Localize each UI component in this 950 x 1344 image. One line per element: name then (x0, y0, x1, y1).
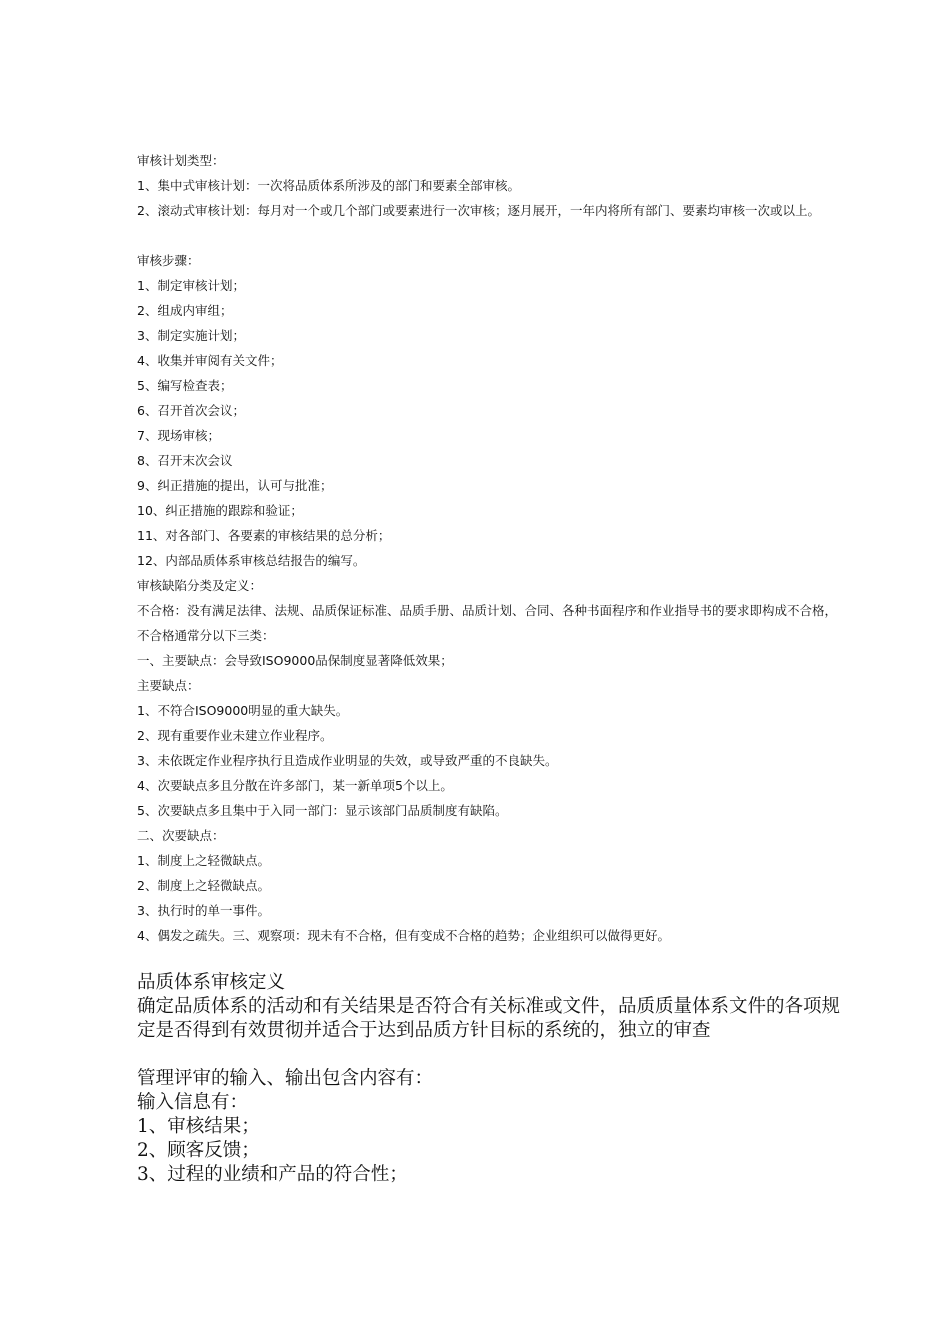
major-defect-heading: 主要缺点： (137, 678, 200, 693)
minor-defect-item: 4、偶发之疏失。三、观察项：现未有不合格，但有变成不合格的趋势；企业组织可以做得更好。 (137, 928, 670, 943)
audit-plan-item: 1、集中式审核计划：一次将品质体系所涉及的部门和要素全部审核。 (137, 178, 520, 193)
audit-steps-heading: 审核步骤： (137, 253, 200, 268)
spacer (137, 1043, 843, 1067)
review-input-heading: 输入信息有： (137, 1092, 249, 1113)
audit-step-item: 1、制定审核计划； (137, 278, 245, 293)
defects-heading: 审核缺陷分类及定义： (137, 578, 263, 593)
audit-plan-heading: 审核计划类型： (137, 153, 225, 168)
audit-step-item: 12、内部品质体系审核总结报告的编写。 (137, 553, 366, 568)
audit-step-item: 7、现场审核； (137, 428, 220, 443)
review-input-item: 2、顾客反馈； (137, 1140, 260, 1161)
nonconformity-definition: 不合格：没有满足法律、法规、品质保证标准、品质手册、品质计划、合同、各种书面程序和作业指导书的要求即构成不合格，不合格通常分以下三类： (137, 603, 838, 643)
major-defect-item: 2、现有重要作业未建立作业程序。 (137, 728, 333, 743)
minor-defect-item: 3、执行时的单一事件。 (137, 903, 270, 918)
definition-body: 确定品质体系的活动和有关结果是否符合有关标准或文件，品质质量体系文件的各项规定是否得到有效贯彻并适合于达到品质方针目标的系统的，独立的审查 (137, 996, 841, 1041)
major-defect-intro: 一、主要缺点：会导致ISO9000品保制度显著降低效果； (137, 653, 453, 668)
audit-step-item: 2、组成内审组； (137, 303, 233, 318)
audit-plan-item: 2、滚动式审核计划：每月对一个或几个部门或要素进行一次审核；逐月展开，一年内将所有部门、要素均审核一次或以上。 (137, 203, 820, 218)
audit-step-item: 3、制定实施计划； (137, 328, 245, 343)
audit-step-item: 6、召开首次会议； (137, 403, 245, 418)
major-defect-item: 3、未依既定作业程序执行且造成作业明显的失效，或导致严重的不良缺失。 (137, 753, 558, 768)
minor-defect-item: 1、制度上之轻微缺点。 (137, 853, 270, 868)
definition-title: 品质体系审核定义 (137, 972, 286, 993)
major-defect-item: 5、次要缺点多且集中于入同一部门：显示该部门品质制度有缺陷。 (137, 803, 508, 818)
audit-step-item: 8、召开末次会议 (137, 453, 233, 468)
review-input-item: 1、审核结果； (137, 1116, 260, 1137)
audit-step-item: 9、纠正措施的提出，认可与批准； (137, 478, 333, 493)
document-page (137, 148, 843, 1187)
review-input-item: 3、过程的业绩和产品的符合性； (137, 1164, 408, 1185)
audit-step-item: 10、纠正措施的跟踪和验证； (137, 503, 303, 518)
review-heading: 管理评审的输入、输出包含内容有： (137, 1068, 434, 1089)
small-text-section (137, 148, 843, 948)
audit-step-item: 11、对各部门、各要素的审核结果的总分析； (137, 528, 391, 543)
audit-step-item: 5、编写检查表； (137, 378, 233, 393)
audit-step-item: 4、收集并审阅有关文件； (137, 353, 283, 368)
minor-defect-item: 2、制度上之轻微缺点。 (137, 878, 270, 893)
large-text-section (137, 971, 843, 1187)
major-defect-item: 4、次要缺点多且分散在许多部门，某一新单项5个以上。 (137, 778, 453, 793)
major-defect-item: 1、不符合ISO9000明显的重大缺失。 (137, 703, 349, 718)
minor-defect-heading: 二、次要缺点： (137, 828, 225, 843)
spacer (137, 223, 843, 248)
